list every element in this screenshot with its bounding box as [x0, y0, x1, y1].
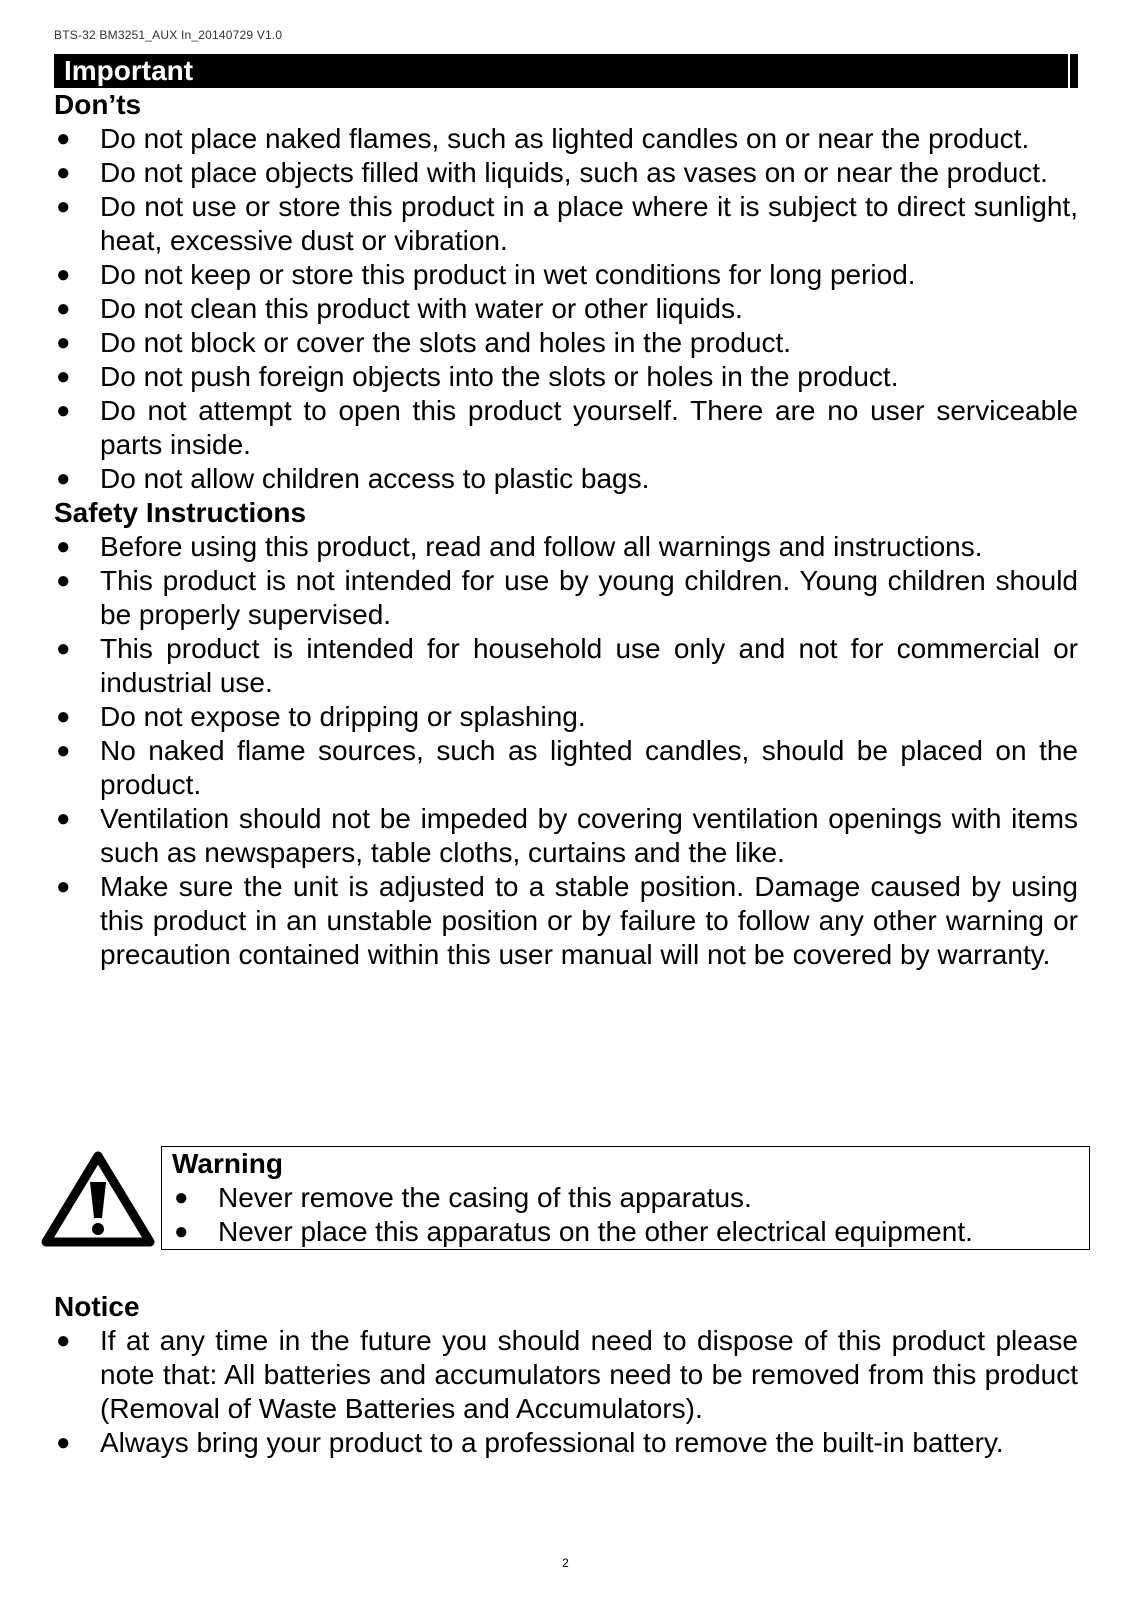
main-content — [54, 88, 1078, 972]
notice-list — [54, 1324, 1078, 1460]
bullet-icon: ● — [56, 873, 71, 900]
bullet-icon: ● — [56, 703, 71, 730]
bullet-icon: ● — [56, 635, 71, 662]
notice-heading: Notice — [54, 1291, 140, 1322]
bullet-icon: ● — [56, 295, 71, 322]
list-item: ● Before using this product, read and follow all warnings and instructions. — [56, 531, 983, 562]
list-item: ● Do not use or store this product in a place where it is subject to direct sunlight, heat, excessive dust or vibration. — [56, 191, 1078, 256]
list-item: ● This product is not intended for use by young children. Young children should be properly supervised. — [56, 565, 1078, 630]
safety-list — [54, 530, 1078, 972]
list-item: ● Do not clean this product with water or other liquids. — [56, 293, 743, 324]
list-item: ● Do not push foreign objects into the slots or holes in the product. — [56, 361, 899, 392]
list-item: ● This product is intended for household use only and not for commercial or industrial use. — [56, 633, 1078, 698]
list-item: ● Never place this apparatus on the other electrical equipment. — [174, 1216, 973, 1247]
bullet-icon: ● — [56, 397, 71, 424]
bullet-icon: ● — [174, 1184, 189, 1211]
list-item: ● Do not block or cover the slots and holes in the product. — [56, 327, 792, 358]
donts-list — [54, 122, 1078, 496]
bullet-icon: ● — [56, 159, 71, 186]
list-item: ● Do not allow children access to plastic bags. — [56, 463, 650, 494]
warning-section — [40, 1146, 1090, 1254]
donts-heading: Don’ts — [54, 89, 142, 120]
list-item: ● Do not attempt to open this product yourself. There are no user serviceable parts inside. — [56, 395, 1078, 460]
bullet-icon: ● — [56, 193, 71, 220]
bullet-icon: ● — [56, 567, 71, 594]
bullet-icon: ● — [56, 737, 71, 764]
page-number: 2 — [562, 1556, 569, 1570]
bullet-icon: ● — [56, 805, 71, 832]
bullet-icon: ● — [174, 1218, 189, 1245]
important-banner: Important — [54, 54, 1078, 88]
bullet-icon: ● — [56, 1327, 71, 1354]
list-item: ● Do not place naked flames, such as lighted candles on or near the product. — [56, 123, 1030, 154]
list-item: ● Do not expose to dripping or splashing. — [56, 701, 586, 732]
bullet-icon: ● — [56, 465, 71, 492]
warning-list — [172, 1181, 1079, 1249]
bullet-icon: ● — [56, 125, 71, 152]
bullet-icon: ● — [56, 533, 71, 560]
bullet-icon: ● — [56, 261, 71, 288]
list-item: ● Do not keep or store this product in wet conditions for long period. — [56, 259, 916, 290]
list-item: ● No naked flame sources, such as lighted candles, should be placed on the product. — [56, 735, 1078, 800]
list-item: ● Always bring your product to a professional to remove the built-in battery. — [56, 1427, 1004, 1458]
bullet-icon: ● — [56, 329, 71, 356]
safety-heading: Safety Instructions — [54, 497, 307, 528]
list-item: ● Make sure the unit is adjusted to a stable position. Damage caused by using this product in an unstable position or by failure to follow any other warning or precaution contained within this user manual will not be covered by warranty. — [56, 871, 1078, 970]
warning-heading: Warning — [172, 1148, 283, 1179]
document-id: BTS-32 BM3251_AUX In_20140729 V1.0 — [54, 28, 283, 42]
bullet-icon: ● — [56, 1429, 71, 1456]
list-item: ● If at any time in the future you should need to dispose of this product please note that: All batteries and accumulators need to be removed from this product (Removal of Waste Batteries and Accumulators). — [56, 1325, 1078, 1424]
list-item: ● Never remove the casing of this apparatus. — [174, 1182, 752, 1213]
warning-box — [161, 1146, 1090, 1250]
notice-section — [54, 1290, 1078, 1460]
list-item: ● Ventilation should not be impeded by covering ventilation openings with items such as newspapers, table cloths, curtains and the like. — [56, 803, 1078, 868]
warning-triangle-icon — [40, 1148, 156, 1250]
bullet-icon: ● — [56, 363, 71, 390]
list-item: ● Do not place objects filled with liquids, such as vases on or near the product. — [56, 157, 1048, 188]
